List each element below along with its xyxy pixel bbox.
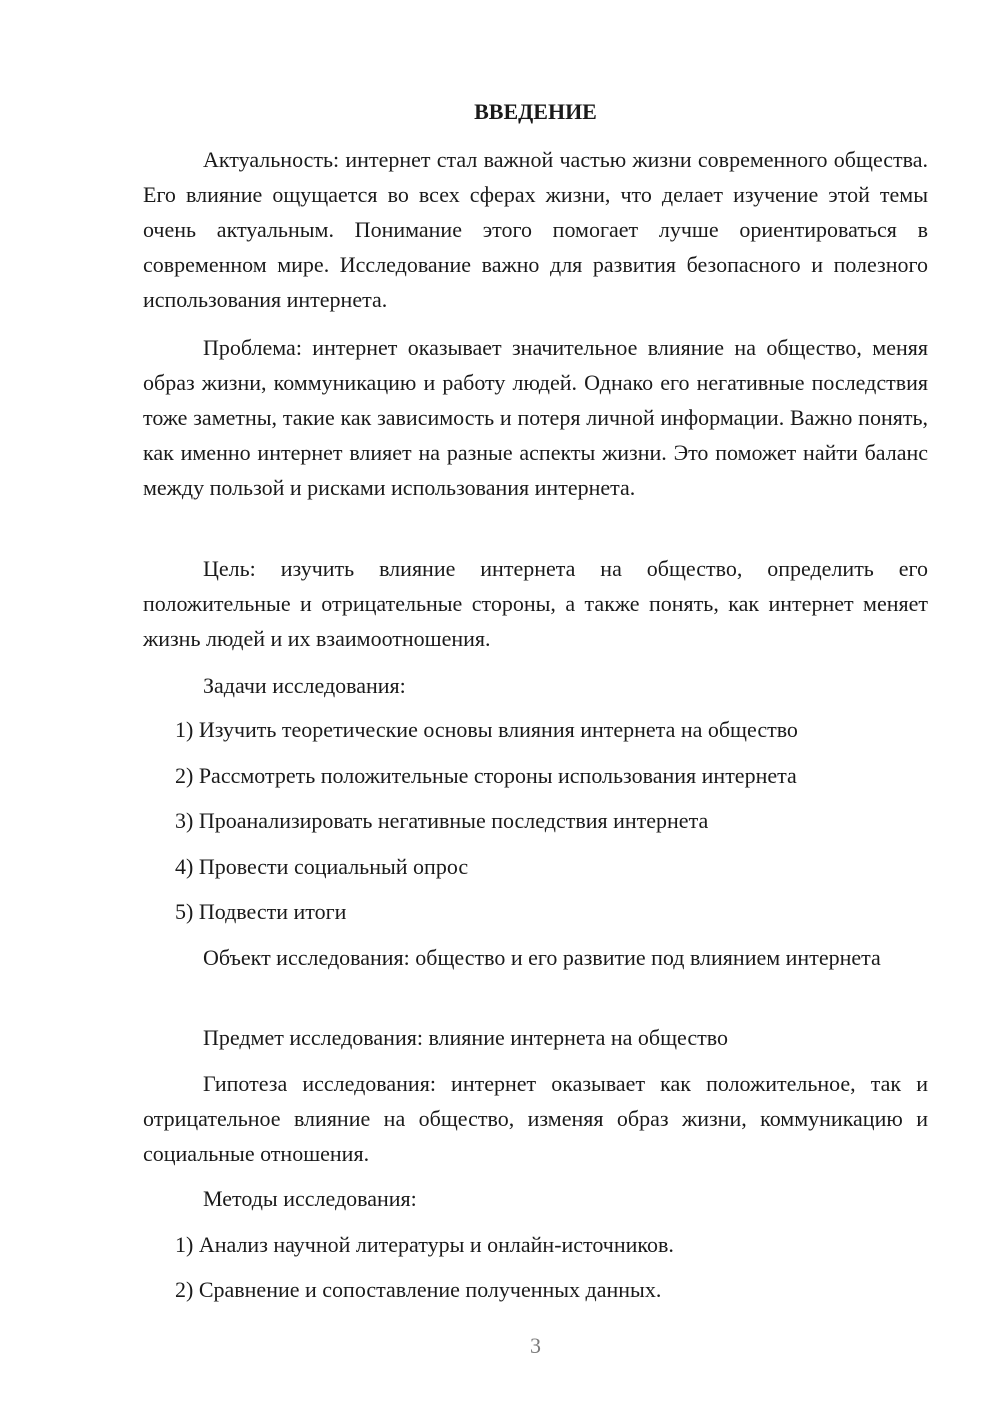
method-item: 1) Анализ научной литературы и онлайн-источников. [175, 1232, 674, 1257]
task-item: 2) Рассмотреть положительные стороны использования интернета [175, 763, 797, 788]
goal-paragraph: Цель: изучить влияние интернета на общество, определить его положительные и отрицательные стороны, а также понять, как интернет меняет жизнь людей и их взаимоотношения. [143, 556, 928, 651]
task-item: 5) Подвести итоги [175, 899, 347, 924]
relevance-paragraph: Актуальность: интернет стал важной частью жизни современного общества. Его влияние ощущается во всех сферах жизни, что делает изучение этой темы очень актуальным. Понимание этого помогает лучше ориентироваться в современном мире. Исследование важно для развития безопасного и полезного использования интернета. [143, 147, 928, 312]
subject-paragraph: Предмет исследования: влияние интернета на общество [203, 1025, 728, 1050]
problem-paragraph: Проблема: интернет оказывает значительное влияние на общество, меняя образ жизни, коммуникацию и работу людей. Однако его негативные последствия тоже заметны, такие как зависимость и потеря личной информации. Важно понять, как именно интернет влияет на разные аспекты жизни. Это поможет найти баланс между пользой и рисками использования интернета. [143, 335, 928, 500]
page-number: 3 [530, 1333, 541, 1358]
task-item: 3) Проанализировать негативные последствия интернета [175, 808, 709, 833]
method-item: 2) Сравнение и сопоставление полученных данных. [175, 1277, 662, 1302]
document-page [143, 0, 928, 1414]
task-item: 4) Провести социальный опрос [175, 854, 469, 879]
hypothesis-paragraph: Гипотеза исследования: интернет оказывает как положительное, так и отрицательное влияние на общество, изменяя образ жизни, коммуникацию и социальные отношения. [143, 1071, 928, 1166]
section-heading: ВВЕДЕНИЕ [474, 99, 597, 124]
task-item: 1) Изучить теоретические основы влияния интернета на общество [175, 717, 798, 742]
tasks-label: Задачи исследования: [203, 673, 406, 698]
object-paragraph: Объект исследования: общество и его развитие под влиянием интернета [203, 945, 881, 970]
methods-label: Методы исследования: [203, 1186, 417, 1211]
